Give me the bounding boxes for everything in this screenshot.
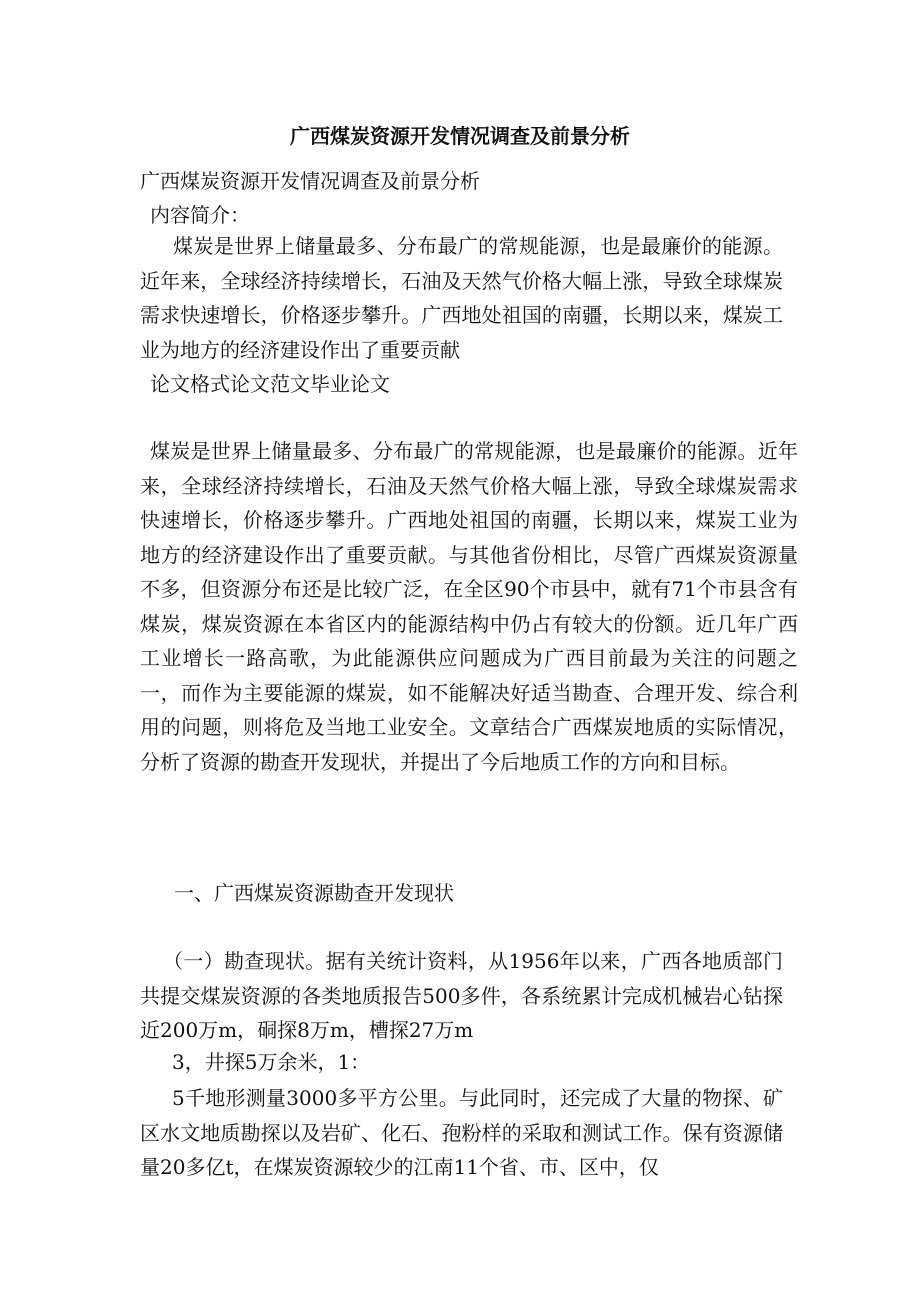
keywords-line: 论文格式论文范文毕业论文 (150, 372, 390, 396)
summary-paragraph: 煤炭是世界上储量最多、分布最广的常规能源，也是最廉价的能源。近年来，全球经济持续增长，石油及天然气价格大幅上涨，导致全球煤炭需求快速增长，价格逐步攀升。广西地处祖国的南疆，长期以来，煤炭工业为地方的经济建设作出了重要贡献 (140, 234, 783, 362)
mapping-paragraph: 5千地形测量3000多平方公里。与此同时，还完成了大量的物探、矿区水文地质勘探以及岩矿、化石、孢粉样的采取和测试工作。保有资源储量20多亿t，在煤炭资源较少的江南11个省、市、区中，仅 (140, 1086, 783, 1179)
well-exploration-line: 3，井探5万余米，1： (172, 1050, 371, 1074)
section-heading: 一、广西煤炭资源勘查开发现状 (174, 881, 454, 905)
survey-paragraph: （一）勘查现状。据有关统计资料，从1956年以来，广西各地质部门共提交煤炭资源的各类地质报告500多件，各系统累计完成机械岩心钻探近200万m，硐探8万m，槽探27万m (140, 949, 783, 1042)
document-title: 广西煤炭资源开发情况调查及前景分析 (290, 124, 630, 148)
document-subtitle: 广西煤炭资源开发情况调查及前景分析 (140, 169, 480, 193)
intro-paragraph: 煤炭是世界上储量最多、分布最广的常规能源，也是最廉价的能源。近年来，全球经济持续增长，石油及天然气价格大幅上涨，导致全球煤炭需求快速增长，价格逐步攀升。广西地处祖国的南疆，长期以来，煤炭工业为地方的经济建设作出了重要贡献。与其他省份相比，尽管广西煤炭资源量不多，但资源分布还是比较广泛，在全区90个市县中，就有71个市县含有煤炭，煤炭资源在本省区内的能源结构中仍占有较大的份额。近几年广西工业增长一路高歌，为此能源供应问题成为广西目前最为关注的问题之一，而作为主要能源的煤炭，如不能解决好适当勘查、合理开发、综合利用的问题，则将危及当地工业安全。文章结合广西煤炭地质的实际情况，分析了资源的勘查开发现状，并提出了今后地质工作的方向和目标。 (140, 439, 798, 774)
summary-label: 内容简介： (150, 203, 250, 227)
